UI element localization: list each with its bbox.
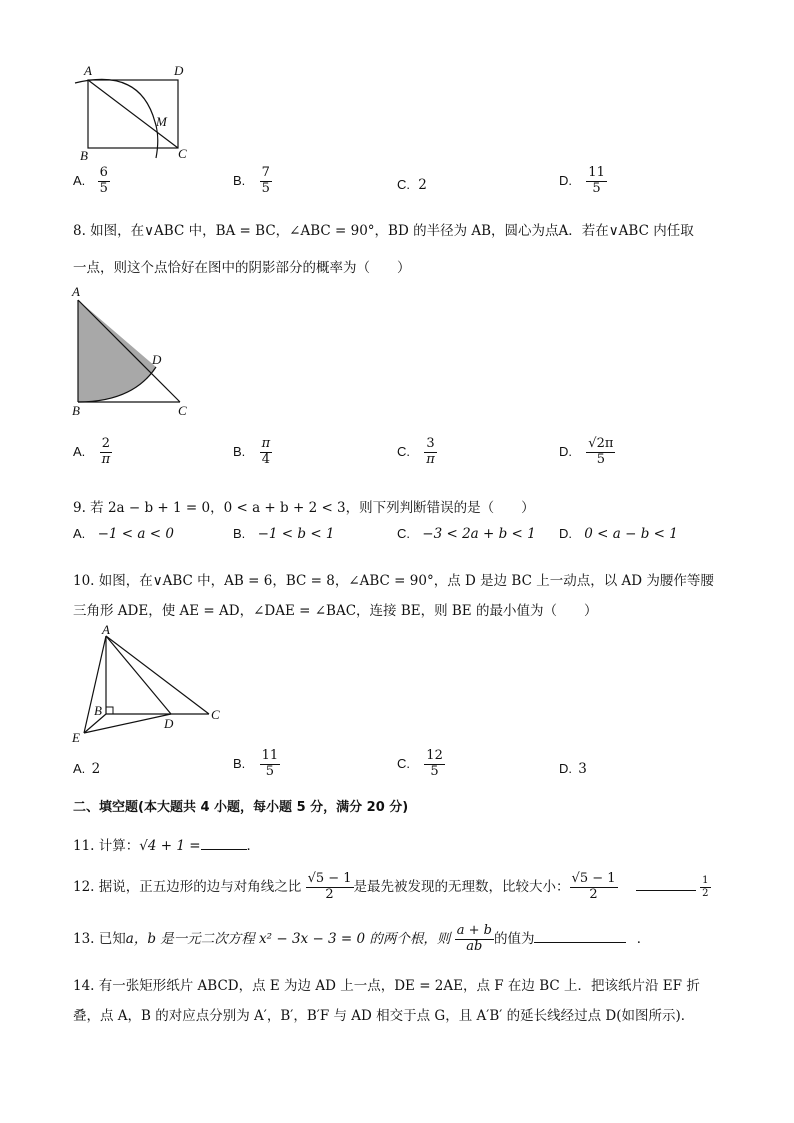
option-letter: C. [397,755,410,771]
fig8-label-c: C [178,403,187,418]
q7-option-a [73,166,110,197]
q7-option-b [233,166,272,197]
option-letter: C. [397,443,410,459]
frac-num: π [261,436,271,451]
frac-den: 2 [702,887,709,899]
q12-line [73,872,711,903]
option-value: −3 < 2a + b < 1 [422,526,536,542]
q12-fraction [306,872,354,903]
fig8-label-d: D [152,352,162,367]
frac-den: 5 [592,180,601,196]
q14-line-2: 叠，点 A，B 的对应点分别为 A′，B′，B′F 与 AD 相交于点 G，且 A′B′ 的延长线经过点 D(如图所示)． [73,1008,695,1024]
fig10-label-b: B [94,703,102,718]
fig7-label-a: A [84,63,92,78]
figure-q7 [70,62,205,164]
q13-end: ． [636,930,651,947]
fig7-label-b: B [80,148,88,163]
q14-line-1: 14. 有一张矩形纸片 ABCD，点 E 为边 AD 上一点，DE = 2AE，点 F 在边 BC 上．把该纸片沿 EF 折 [73,978,700,994]
q8-option-d [559,437,615,468]
option-fraction [586,166,607,197]
q7-option-d [559,166,607,197]
option-value: 2 [91,761,101,777]
q9-line-1: 9. 若 2a − b + 1 = 0，0 < a + b + 2 < 3，则下列判断错误的是（ ） [73,500,535,516]
option-fraction [586,437,615,468]
section-heading: 二、填空题(本大题共 4 小题，每小题 5 分，满分 20 分) [73,800,409,815]
option-letter: D. [559,172,572,188]
option-letter: C. [397,177,410,192]
option-fraction [98,166,110,197]
q10-option-c [397,749,445,780]
option-letter: A. [73,526,86,541]
figure-q10 [66,622,231,748]
q9-option-c [397,526,536,542]
option-value: 3 [578,761,587,777]
option-letter: A. [73,761,86,776]
q12-half [700,875,710,899]
option-letter: B. [233,526,246,541]
q13-line [73,924,650,955]
q13-fraction [455,924,494,955]
q10-option-d [559,761,587,777]
option-value: 2 [418,177,427,193]
frac-den: ab [466,938,483,954]
option-letter: D. [559,526,572,541]
q11-prefix: 11. 计算： [73,838,140,854]
q8-line-2: 一点，则这个点恰好在图中的阴影部分的概率为（ ） [73,260,411,276]
option-fraction [260,749,281,780]
fig7-label-m: M [156,114,167,129]
q11-line [73,834,260,854]
q8-option-a [73,437,112,468]
option-letter: B. [233,755,246,771]
q8-line-1: 8. 如图，在∨ABC 中，BA = BC，∠ABC = 90°，BD 的半径为 AB，圆心为点A．若在∨ABC 内任取 [73,223,694,239]
frac-den: π [101,451,111,467]
option-letter: C. [397,526,410,541]
frac-den: 5 [261,180,270,196]
fig10-label-d: D [164,716,174,731]
figure-q8 [68,284,193,419]
q12-middle: 是最先被发现的无理数，比较大小： [353,878,570,895]
answer-blank [636,878,696,891]
frac-num: √2π [588,436,614,451]
q11-expression: √4 + 1 = [139,838,201,854]
frac-num: 3 [424,437,437,453]
frac-num: √5 − 1 [571,871,616,886]
frac-den: π [426,451,435,467]
q11-suffix: ． [246,838,261,854]
q10-option-a [73,761,100,777]
q13-prefix: 13. 已知 [73,930,126,947]
fig7-label-c: C [178,146,187,161]
option-value: −1 < b < 1 [257,526,335,542]
fig7-label-d: D [174,63,184,78]
q8-option-c [397,437,437,468]
frac-den: 5 [430,763,439,779]
option-value: −1 < a < 0 [97,526,174,542]
option-fraction [260,437,273,468]
option-letter: B. [233,443,246,459]
q13-suffix: 的值为 [493,930,535,947]
fig10-label-a: A [102,622,110,637]
q9-option-b [233,526,335,542]
answer-blank [534,930,626,943]
option-fraction [424,749,445,780]
option-letter: A. [73,172,86,188]
frac-num: √5 − 1 [307,871,352,886]
q7-option-c [397,177,427,193]
answer-blank [201,837,247,850]
fig10-label-c: C [211,707,220,722]
option-fraction [100,437,113,468]
frac-num: 11 [261,748,279,763]
frac-num: 1 [702,875,709,887]
q10-line-2: 三角形 ADE，使 AE = AD，∠DAE = ∠BAC，连接 BE，则 BE 的最小值为（ ） [73,603,598,619]
frac-num: 6 [99,165,108,180]
frac-num: 12 [426,748,443,763]
frac-den: 5 [265,763,274,779]
frac-den: 4 [261,451,270,467]
option-letter: B. [233,172,246,188]
q12-prefix: 12. 据说，正五边形的边与对角线之比 [73,878,302,895]
q13-text: a，b 是一元二次方程 x² − 3x − 3 = 0 的两个根，则 [125,930,451,947]
frac-num: 7 [261,165,270,180]
option-letter: D. [559,761,572,776]
fig10-label-e: E [72,730,80,745]
frac-den: 5 [99,180,108,196]
fig8-label-b: B [72,403,80,418]
frac-den: 2 [589,886,598,902]
frac-den: 5 [596,451,605,467]
q12-fraction-repeat [570,872,618,903]
q9-option-a [73,526,174,542]
q10-line-1: 10. 如图，在∨ABC 中，AB = 6，BC = 8，∠ABC = 90°，点 D 是边 BC 上一动点，以 AD 为腰作等腰 [73,573,714,589]
option-letter: A. [73,443,86,459]
frac-num: 2 [100,437,113,453]
q8-option-b [233,437,272,468]
frac-num: 11 [588,165,605,180]
fig8-label-a: A [72,284,80,299]
frac-num: a + b [456,923,492,938]
q10-option-b [233,749,280,780]
option-value: 0 < a − b < 1 [584,526,678,542]
option-letter: D. [559,443,572,459]
option-fraction [260,166,272,197]
frac-den: 2 [325,886,334,902]
option-fraction [424,437,437,468]
q9-option-d [559,526,678,542]
